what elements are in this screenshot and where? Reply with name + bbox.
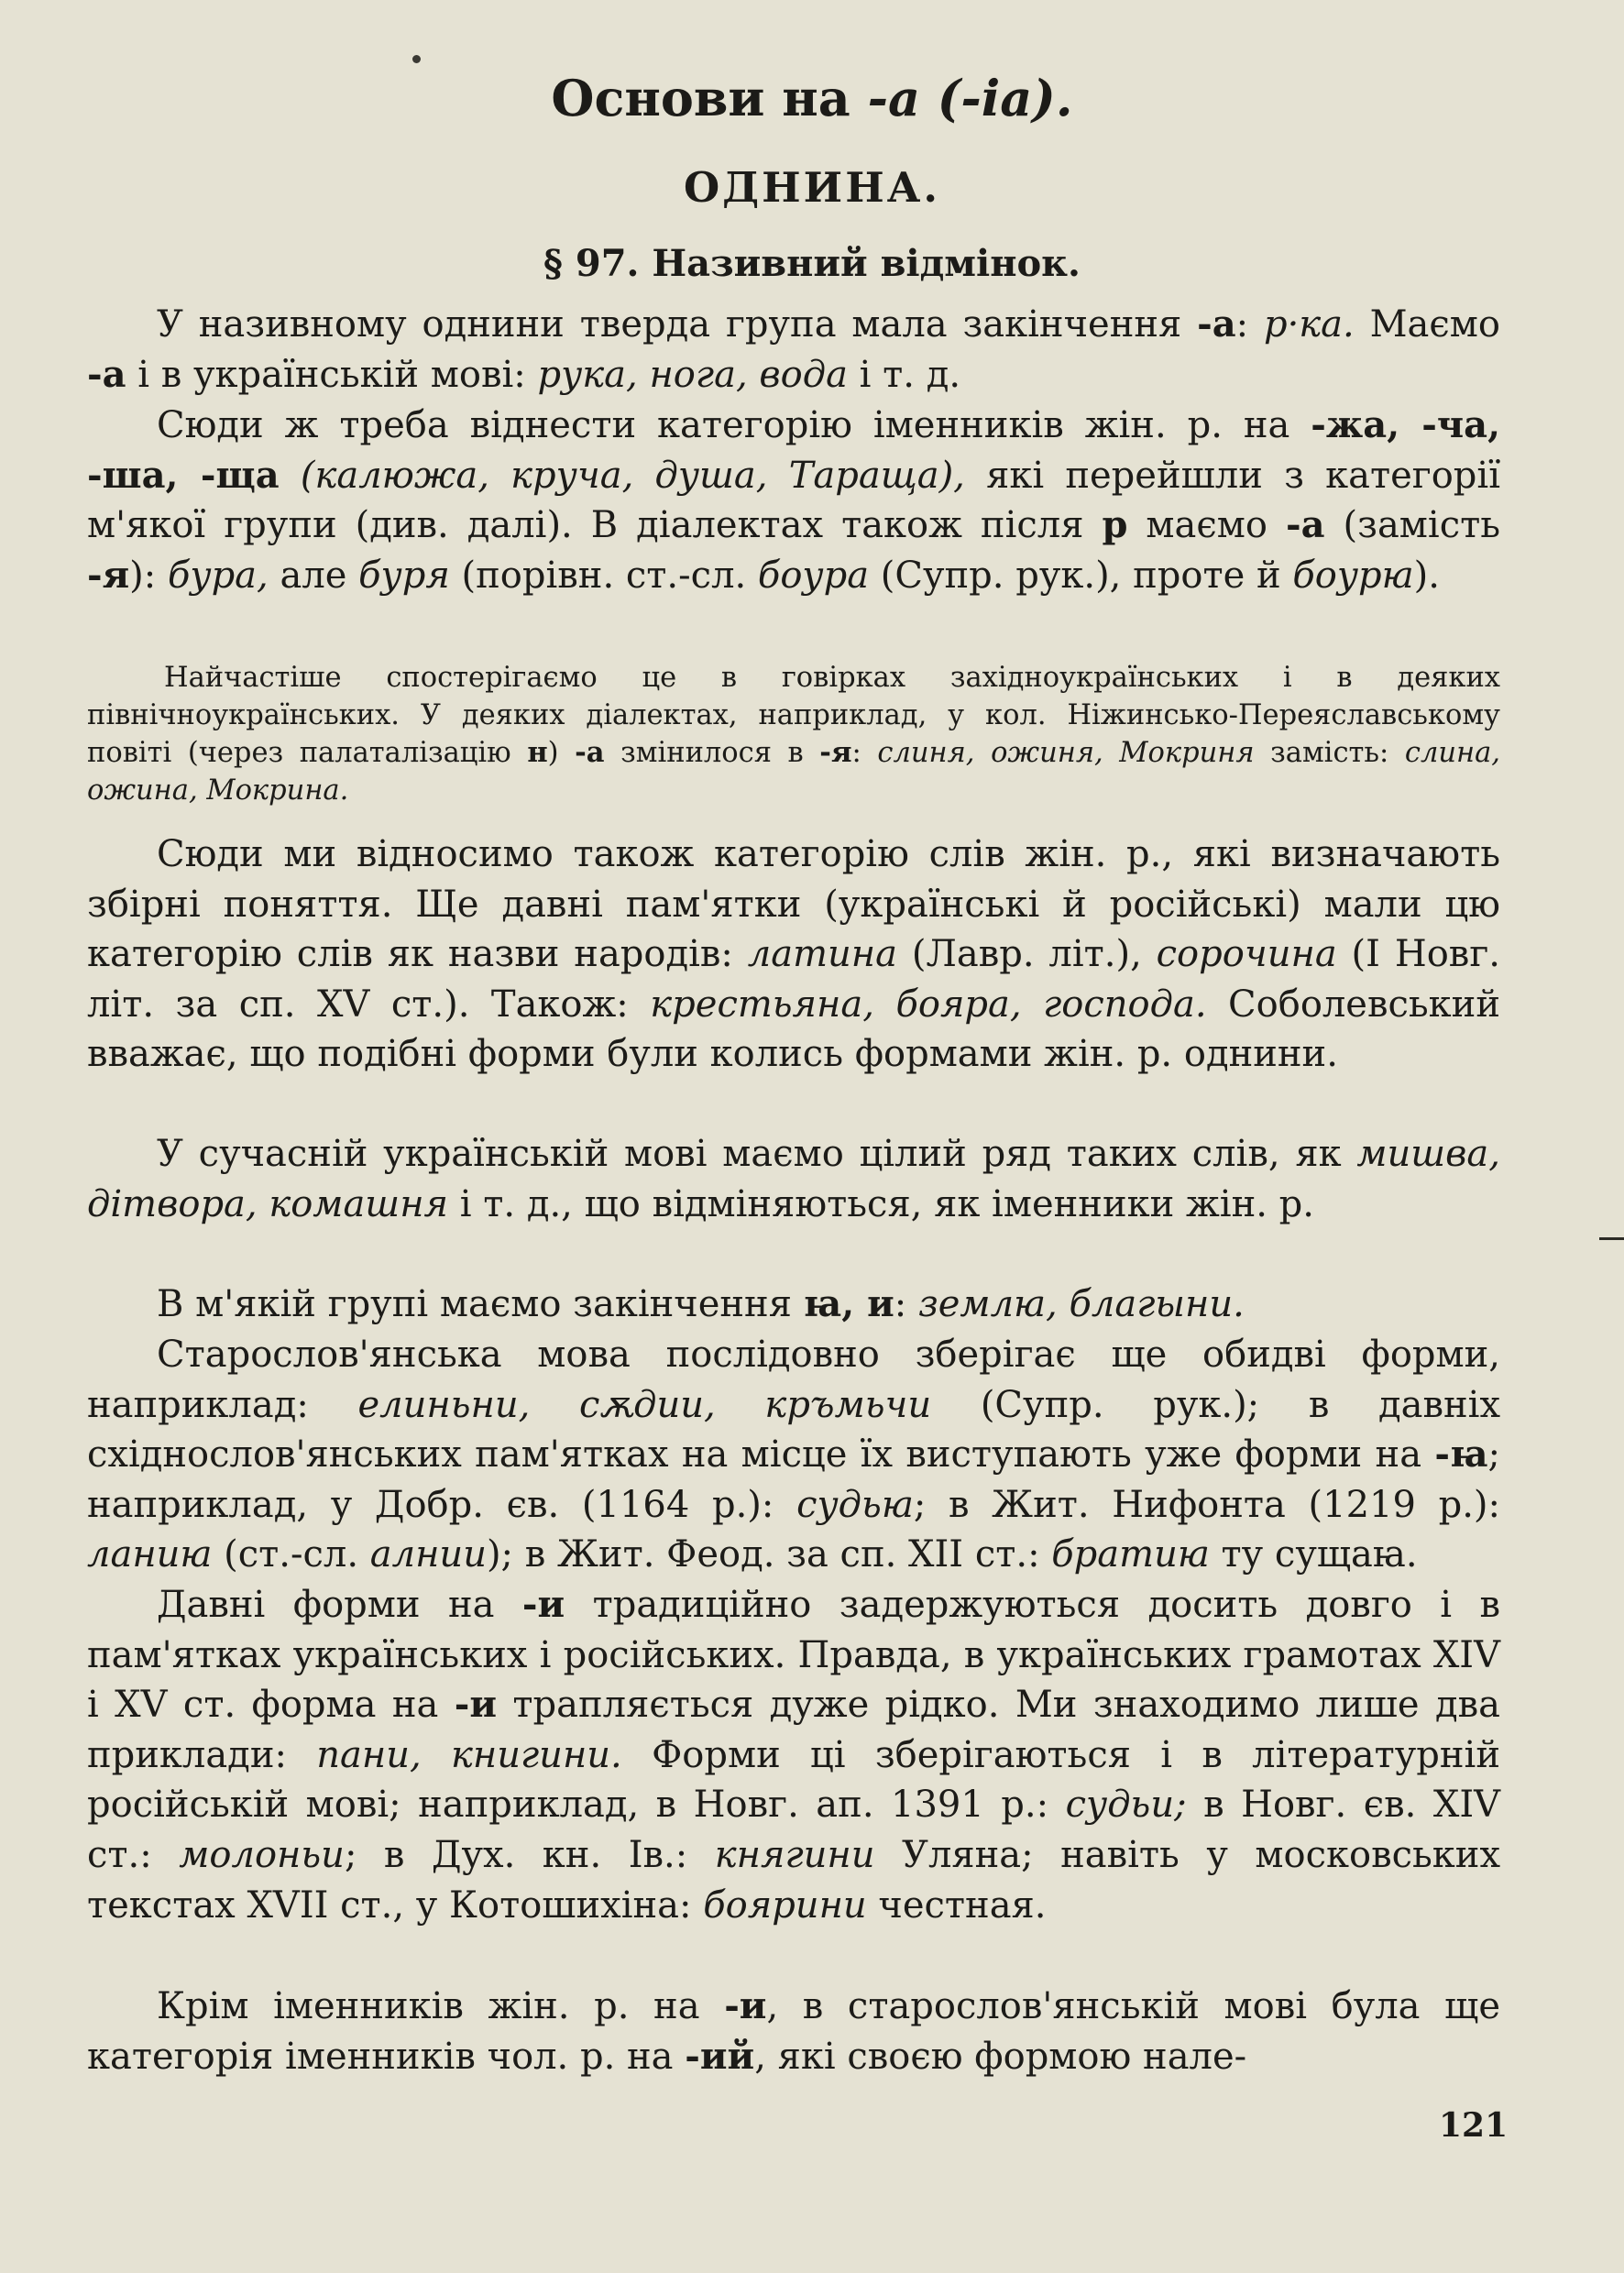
text-run — [280, 455, 301, 497]
paragraph-1 — [87, 300, 1500, 400]
italic-run: боурꙗ — [1292, 554, 1414, 597]
text-run: В м'якій групі маємо закінчення — [157, 1283, 804, 1325]
bold-run: -я — [87, 553, 130, 597]
section-heading: ОДНИНА. — [683, 163, 941, 212]
text-run: Давні форми на — [157, 1584, 522, 1626]
text-run: (ст.-сл. — [212, 1533, 370, 1576]
text-run: ; наприклад, у Добр. єв. (1164 р.): — [87, 1433, 1500, 1526]
italic-run: слиня, ожиня, Мокриня — [877, 737, 1255, 769]
footnote-paragraph — [87, 660, 1500, 809]
bold-run: -ꙗ — [1434, 1433, 1488, 1477]
text-run: ); в Жит. Феод. за сп. XII ст.: — [486, 1533, 1052, 1576]
text-run: і т. д., що відміняються, як іменники жін. р. — [448, 1182, 1314, 1225]
text-run: трапляється дуже рідко. Ми знаходимо лише два приклади: — [87, 1684, 1500, 1776]
italic-run: судьи; — [1065, 1784, 1187, 1827]
italic-run: крестьяна, бояра, господа. — [650, 983, 1207, 1026]
margin-mark — [1599, 1237, 1624, 1240]
italic-run: бура, — [167, 554, 269, 597]
text-run: : — [851, 737, 878, 769]
text-run: : — [894, 1283, 918, 1325]
bold-run: -а — [575, 736, 605, 769]
paragraph-7 — [87, 1580, 1500, 1930]
paragraph-heading: § 97. Називний відмінок. — [543, 242, 1081, 285]
text-run: ту сущаꙗ. — [1209, 1533, 1418, 1576]
text-run: Старослов'янська мова послідовно зберігає ще обидві форми, наприклад: — [87, 1334, 1500, 1426]
italic-run: рука, нога, вода — [537, 353, 848, 396]
italic-run: алнии — [369, 1533, 487, 1576]
text-run: (І Новг. літ. за сп. XV ст.). Також: — [87, 933, 1500, 1026]
italic-run: сорочина — [1156, 933, 1337, 976]
text-run: в Новг. єв. XIV ст.: — [87, 1784, 1501, 1876]
italic-run: боура — [757, 554, 870, 597]
text-run: Маємо — [1354, 303, 1500, 346]
text-run: Крім іменників жін. р. на — [157, 1985, 725, 2027]
text-run: Форми ці зберігаються і в літературній російській мові; наприклад, в Новг. ап. 1391 р.: — [87, 1733, 1500, 1827]
text-run: Уляна; навіть у московських текстах XVII ст., у Котошихіна: — [87, 1833, 1501, 1927]
italic-run: мишва, дітвора, комашня — [87, 1133, 1500, 1225]
italic-run: слина, ожина, Мокрина. — [87, 737, 1500, 807]
bold-run: -жа, -ча, -ша, -ща — [87, 403, 1500, 497]
text-run: (Лавр. літ.), — [896, 933, 1157, 976]
text-run: і в українській мові: — [126, 353, 538, 396]
chapter-title-italic: -а (-іа). — [867, 69, 1073, 127]
page-number: 121 — [1439, 2106, 1509, 2145]
italic-run: боярини — [703, 1883, 867, 1927]
bold-run: -а — [1285, 503, 1325, 547]
paragraph-8 — [87, 1982, 1500, 2081]
italic-run: елиньни, сѫдии, кръмьчи — [357, 1383, 932, 1426]
text-run: але — [268, 554, 359, 597]
italic-run: княгини — [714, 1833, 875, 1876]
bold-run: -а — [1197, 302, 1236, 346]
text-run: честная. — [866, 1883, 1047, 1927]
bold-run: ꙗ, и — [803, 1282, 894, 1325]
text-run: У сучасній українській мові маємо цілий ряд таких слів, як — [157, 1133, 1357, 1175]
italic-run: братиꙗ — [1051, 1533, 1210, 1576]
italic-run: землꙗ, благыни. — [917, 1283, 1245, 1325]
bold-run: р — [1102, 503, 1128, 547]
text-run: Соболевський вважає, що подібні форми були колись формами жін. р. однини. — [87, 983, 1500, 1076]
text-run: Сюди ми відносимо також категорію слів жін. р., які визначають збірні поняття. Ще давні пам'ятки (українські й російські) мали цю категорію слів як назви народів: — [87, 833, 1500, 976]
text-run: і т. д. — [847, 353, 961, 396]
paragraph-5 — [87, 1279, 1500, 1330]
paragraph-3 — [87, 829, 1500, 1080]
bold-run: -я — [819, 736, 852, 769]
text-run: ). — [1413, 554, 1440, 597]
text-run: Сюди ж треба віднести категорію іменників жін. р. на — [157, 404, 1311, 446]
text-run: Найчастіше спостерігаємо це в говірках західноукраїнських і в деяких північноукраїнських. У деяких діалектах, наприклад, у кол. Ніжинсько-Переяславському повіті (через палаталізацію — [87, 662, 1500, 769]
text-run: ; в Жит. Нифонта (1219 р.): — [913, 1483, 1501, 1526]
italic-run: судьꙗ — [796, 1483, 914, 1526]
italic-run: пани, книгини. — [316, 1733, 622, 1776]
text-run: , в старослов'янській мові була ще категорія іменників чол. р. на — [87, 1985, 1500, 2078]
text-run: У називному однини тверда група мала закінчення — [157, 303, 1198, 346]
text-run: , які своєю формою нале- — [754, 2035, 1247, 2078]
italic-run: р·ка. — [1263, 303, 1355, 346]
paragraph-6 — [87, 1330, 1500, 1580]
text-run: ) — [547, 737, 576, 769]
text-run: замість: — [1254, 737, 1405, 769]
text-run: традиційно задержуються досить довго і в пам'ятках українських і російських. Правда, в українських грамотах XIV і XV ст. форма на — [87, 1584, 1501, 1727]
text-run: ; в Дух. кн. Ів.: — [344, 1833, 715, 1876]
italic-run: ланиꙗ — [87, 1533, 213, 1576]
bold-run: -а — [87, 352, 126, 396]
chapter-title — [0, 57, 1624, 139]
text-run: (замість — [1324, 504, 1501, 547]
text-run: (порівн. ст.-сл. — [449, 554, 758, 597]
italic-run: буря — [358, 554, 450, 597]
text-run: маємо — [1127, 504, 1286, 547]
bold-run: н — [527, 736, 548, 769]
text-run: змінилося в — [604, 737, 820, 769]
text-run: (Супр. рук.), проте й — [869, 554, 1293, 597]
italic-run: молоньи — [179, 1833, 345, 1876]
chapter-title-prefix: Основи на — [551, 69, 868, 127]
bold-run: -и — [724, 1984, 767, 2027]
text-run: ): — [129, 554, 168, 597]
italic-run: латина — [747, 933, 897, 976]
bold-run: -и — [454, 1683, 498, 1727]
paragraph-2 — [87, 401, 1500, 600]
italic-run: (калюжа, круча, душа, Таращa), — [300, 454, 965, 497]
text-run: які перейшли з категорії м'якої групи (див. далі). В діалектах також після — [87, 454, 1500, 547]
text-run: (Супр. рук.); в давніх східнослов'янських пам'ятках на місце їх виступають уже форми на — [87, 1383, 1500, 1477]
bold-run: -ий — [685, 2034, 755, 2078]
bold-run: -и — [521, 1583, 565, 1626]
text-run: : — [1235, 303, 1264, 346]
paragraph-4 — [87, 1129, 1500, 1229]
